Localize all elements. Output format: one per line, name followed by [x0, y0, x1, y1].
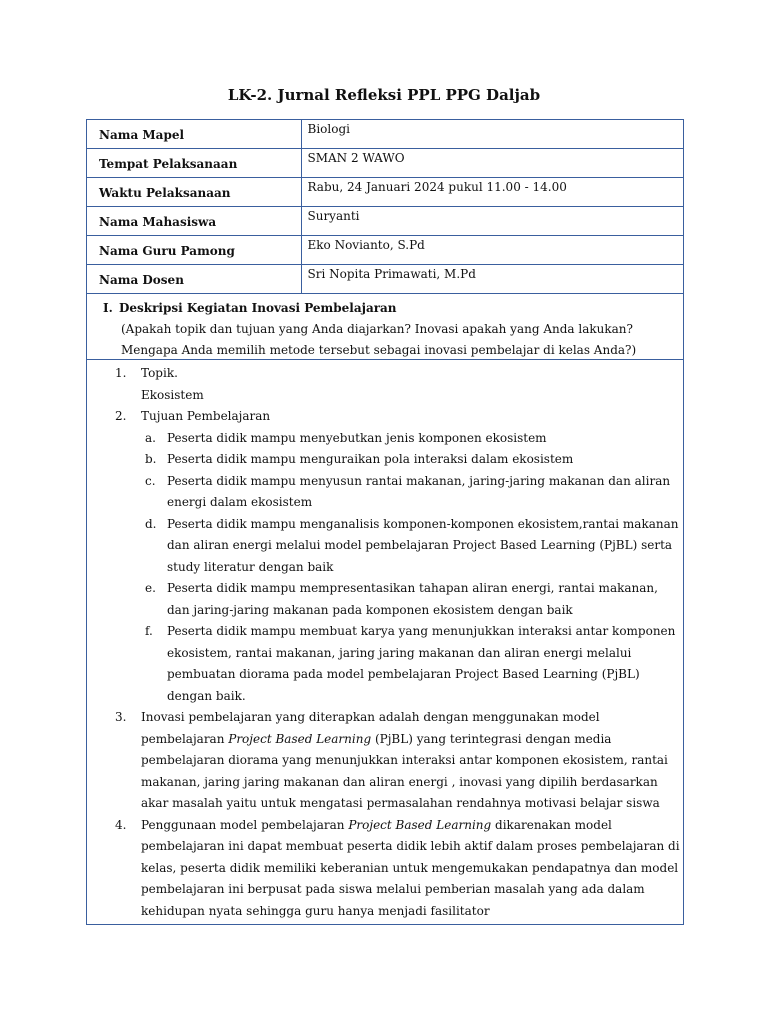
info-row-tempat — [87, 149, 683, 178]
list-item-tujuan — [115, 406, 683, 707]
section-header — [87, 294, 683, 360]
paragraph-emphasis: Project Based Learning — [348, 817, 492, 832]
info-label: Waktu Pelaksanaan — [87, 178, 301, 207]
document-title: LK-2. Jurnal Refleksi PPL PPG Daljab — [227, 86, 541, 104]
item-content: Ekosistem — [141, 387, 204, 402]
paragraph-text: Inovasi pembelajaran yang diterapkan adalah dengan menggunakan model pembelajaran — [141, 710, 600, 746]
objective-list — [141, 428, 683, 708]
info-label: Nama Guru Pamong — [87, 236, 301, 265]
info-value: SMAN 2 WAWO — [301, 149, 683, 178]
info-label: Nama Mapel — [87, 120, 301, 149]
item-number: 2. — [115, 409, 127, 423]
section-question-2: Mengapa Anda memilih metode tersebut sebagai inovasi pembelajar di kelas Anda?) — [121, 343, 637, 357]
info-table — [87, 120, 683, 294]
item-paragraph — [141, 815, 683, 923]
paragraph-text: dikarenakan model pembelajaran ini dapat membuat peserta didik lebih aktif dalam proses pembelajaran di kelas, peserta didik memiliki keberanian untuk mengemukakan pendapatnya dan model pembelajaran ini berpusat pada siswa melalui pemberian masalah yang ada dalam kehidupan nyata sehingga guru hanya menjadi fasilitator — [141, 817, 680, 918]
objective-letter: e. — [145, 581, 156, 595]
info-value: Sri Nopita Primawati, M.Pd — [301, 265, 683, 294]
info-label: Nama Mahasiswa — [87, 207, 301, 236]
item-paragraph — [141, 707, 683, 815]
objective-item — [145, 471, 683, 514]
info-value: Suryanti — [301, 207, 683, 236]
list-item-inovasi — [115, 707, 683, 815]
section-question-1: (Apakah topik dan tujuan yang Anda diajarkan? Inovasi apakah yang Anda lakukan? — [121, 322, 633, 336]
objective-item — [145, 449, 683, 471]
item-label: Topik. — [141, 366, 178, 380]
info-row-guru-pamong — [87, 236, 683, 265]
objective-item — [145, 621, 683, 707]
objective-text: Peserta didik mampu mempresentasikan tahapan aliran energi, rantai makanan, dan jaring-jaring makanan pada komponen ekosistem dengan baik — [167, 581, 658, 617]
info-value: Biologi — [301, 120, 683, 149]
objective-letter: d. — [145, 516, 157, 531]
info-row-mapel — [87, 120, 683, 149]
objective-letter: a. — [145, 430, 156, 445]
paragraph-text: (PjBL) yang terintegrasi dengan media pembelajaran diorama yang menunjukkan interaksi antar komponen ekosistem, rantai makanan, jaring jaring makanan dan aliran energi , inovasi yang dipilih berdasarkan akar masalah yaitu untuk mengatasi permasalahan rendahnya motivasi belajar siswa — [141, 731, 668, 810]
list-item-topik — [115, 363, 683, 406]
objective-letter: f. — [145, 624, 153, 638]
objective-text: Peserta didik mampu menyebutkan jenis komponen ekosistem — [167, 430, 547, 445]
paragraph-emphasis: Project Based Learning — [228, 731, 372, 746]
section-heading-text: Deskripsi Kegiatan Inovasi Pembelajaran — [119, 301, 397, 315]
item-label: Tujuan Pembelajaran — [141, 409, 271, 423]
section-heading — [103, 298, 683, 319]
section-number: I. — [103, 301, 113, 315]
objective-item — [145, 428, 683, 450]
journal-table — [86, 119, 684, 925]
objective-text: Peserta didik mampu menguraikan pola interaksi dalam ekosistem — [167, 452, 574, 466]
info-label: Tempat Pelaksanaan — [87, 149, 301, 178]
info-value: Eko Novianto, S.Pd — [301, 236, 683, 265]
objective-text: Peserta didik mampu membuat karya yang menunjukkan interaksi antar komponen ekosistem, rantai makanan, jaring jaring makanan dan aliran energi melalui pembuatan diorama pada model pembelajaran Project Based Learning (PjBL) dengan baik. — [167, 624, 676, 703]
section-body — [87, 360, 683, 922]
list-item-alasan — [115, 815, 683, 923]
objective-text: Peserta didik mampu menganalisis komponen-komponen ekosistem,rantai makanan dan aliran energi melalui model pembelajaran Project Based Learning (PjBL) serta study literatur dengan baik — [167, 516, 679, 574]
objective-letter: c. — [145, 473, 156, 488]
objective-item — [145, 578, 683, 621]
info-row-waktu — [87, 178, 683, 207]
objective-text: Peserta didik mampu menyusun rantai makanan, jaring-jaring makanan dan aliran energi dalam ekosistem — [167, 473, 671, 509]
objective-item — [145, 514, 683, 579]
info-label: Nama Dosen — [87, 265, 301, 294]
paragraph-text: Penggunaan model pembelajaran — [141, 817, 349, 832]
item-number: 4. — [115, 817, 127, 832]
info-row-mahasiswa — [87, 207, 683, 236]
item-number: 3. — [115, 710, 127, 724]
info-row-dosen — [87, 265, 683, 294]
info-value: Rabu, 24 Januari 2024 pukul 11.00 - 14.00 — [301, 178, 683, 207]
objective-letter: b. — [145, 452, 157, 466]
item-number: 1. — [115, 366, 127, 380]
